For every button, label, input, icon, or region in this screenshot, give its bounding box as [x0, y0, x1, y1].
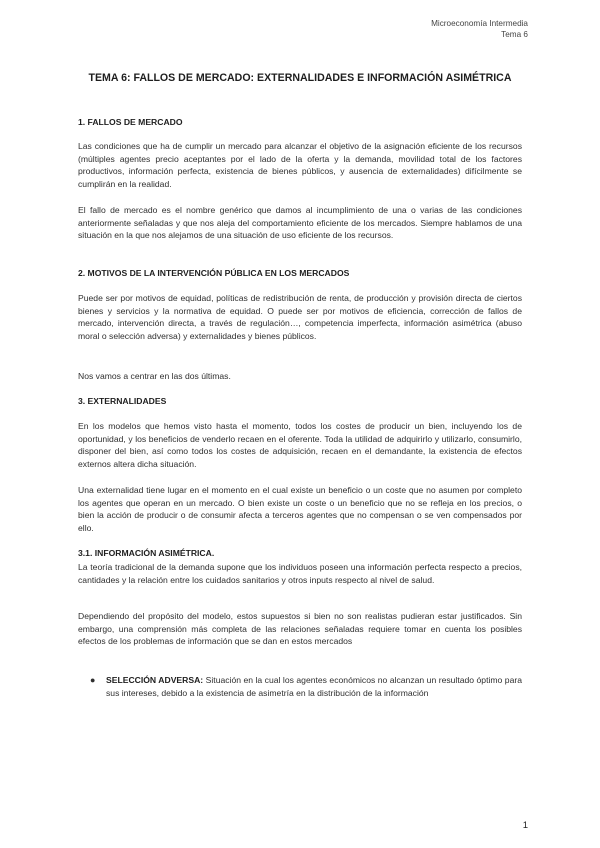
bullet-item [90, 674, 522, 699]
bullet-term: SELECCIÓN ADVERSA: [106, 675, 204, 685]
section-3-1-heading: 3.1. INFORMACIÓN ASIMÉTRICA. [78, 548, 215, 558]
page-number: 1 [522, 820, 528, 831]
section-3-heading: 3. EXTERNALIDADES [78, 396, 167, 406]
bullet-text [106, 674, 522, 699]
page-header [431, 19, 528, 40]
section-2-heading: 2. MOTIVOS DE LA INTERVENCIÓN PÚBLICA EN LOS MERCADOS [78, 268, 350, 278]
section-1-paragraph-1: Las condiciones que ha de cumplir un mercado para alcanzar el objetivo de la asignación eficiente de los recursos (múltiples agentes precio aceptantes por el lado de la oferta y la demanda, movilidad total de los factores productivos, información perfecta, existencia de bienes públicos, y ausencia de externalidades) difícilmente se cumplirán en la realidad. [78, 141, 522, 189]
bullet-definition: Situación en la cual los agentes económicos no alcanzan un resultado óptimo para sus intereses, debido a la existencia de asimetría en la distribución de la información [106, 675, 522, 698]
section-3-paragraph-2: Una externalidad tiene lugar en el momento en el cual existe un beneficio o un coste que no asumen por completo los agentes que operan en un mercado. O bien existe un coste o un beneficio que no se refleja en los precios, o bien la acción de producir o de consumir afecta a terceros agentes que no compensan o se ven compensados por ello. [78, 485, 522, 533]
header-course: Microeconomía Intermedia [431, 19, 528, 28]
section-2-paragraph-1: Puede ser por motivos de equidad, políticas de redistribución de renta, de producción y provisión directa de ciertos bienes y servicios y la normativa de equidad. O puede ser por motivos de eficiencia, corrección de fallos de mercado, intervención directa, a través de regulación…, competencia imperfecta, información asimétrica (abuso moral o selección adversa) y externalidades y bienes públicos. [78, 293, 522, 341]
header-topic: Tema 6 [501, 29, 528, 39]
section-3-paragraph-1: En los modelos que hemos visto hasta el momento, todos los costes de producir un bien, incluyendo los de oportunidad, y los beneficios de venderlo recaen en el oferente. Toda la utilidad de adquirirlo y utilizarlo, consumirlo, disponer del bien, así como todos los costes de adquisición, recaen en el demandante, la existencia de efectos externos altera dicha situación. [78, 421, 522, 469]
section-3-1-paragraph-1: La teoría tradicional de la demanda supone que los individuos poseen una información perfecta respecto a precios, cantidades y la relación entre los cuidados sanitarios y otros inputs respecto al nivel de salud. [78, 562, 522, 585]
bullet-dot-icon: ● [90, 675, 96, 685]
section-1-paragraph-2: El fallo de mercado es el nombre genérico que damos al incumplimiento de una o varias de las condiciones anteriormente señaladas y que nos aleja del comportamiento eficiente de los mercados. Siempre hablamos de una situación en la que nos alejamos de una situación de uso eficiente de los recursos. [78, 205, 522, 241]
document-title: TEMA 6: FALLOS DE MERCADO: EXTERNALIDADES E INFORMACIÓN ASIMÉTRICA [88, 72, 512, 84]
section-1-heading: 1. FALLOS DE MERCADO [78, 117, 183, 127]
section-2-paragraph-2: Nos vamos a centrar en las dos últimas. [78, 371, 231, 381]
section-3-1-paragraph-2: Dependiendo del propósito del modelo, estos supuestos si bien no son realistas pudieran estar justificados. Sin embargo, una comprensión más completa de las relaciones señaladas requiere tomar en cuenta los posibles efectos de los problemas de información que se dan en estos mercados [78, 611, 522, 647]
